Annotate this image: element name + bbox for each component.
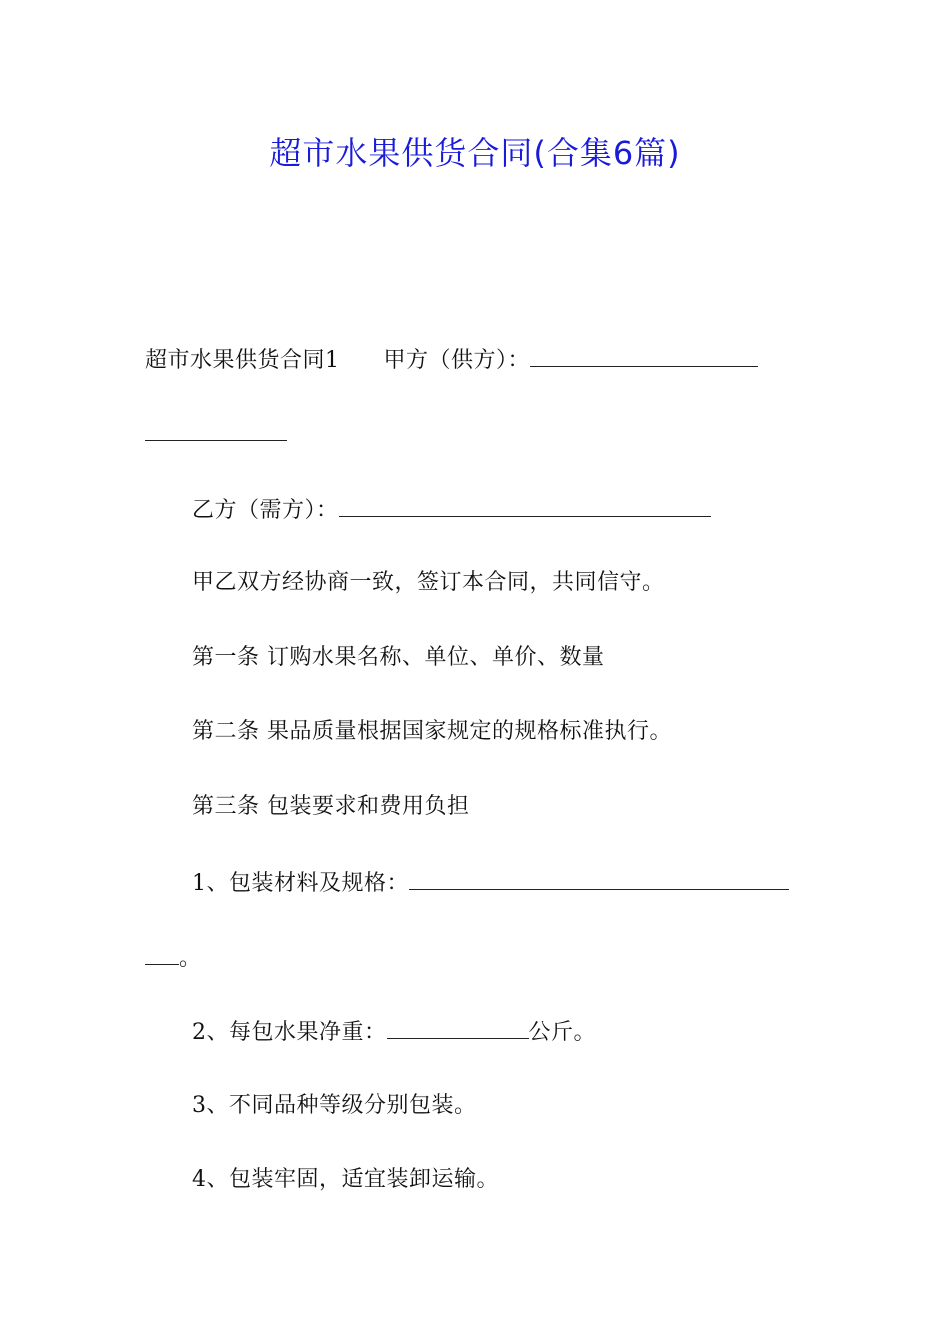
article-1: 第一条 订购水果名称、单位、单价、数量: [192, 645, 605, 670]
item-1-line: [192, 867, 789, 899]
party-b-label: 乙方（需方）：: [192, 498, 339, 523]
contract-heading: 超市水果供货合同1: [145, 348, 340, 373]
party-b-line: [192, 494, 711, 526]
item-2-blank: [387, 1016, 529, 1039]
item-1-blank-line2: [145, 942, 179, 965]
item-1-continuation: [145, 942, 202, 974]
document-title: 超市水果供货合同(合集6篇): [269, 134, 681, 172]
item-1-blank: [409, 867, 789, 890]
item-1-label: 1、包装材料及规格：: [192, 871, 409, 896]
party-b-blank: [339, 494, 711, 517]
article-3: 第三条 包装要求和费用负担: [192, 794, 470, 819]
item-2-line: [192, 1016, 596, 1048]
party-a-blank: [530, 344, 758, 367]
contract-heading-line: [145, 344, 758, 376]
item-1-end: 。: [179, 946, 202, 971]
party-a-blank-continuation: [145, 418, 287, 450]
party-a-blank-line2: [145, 418, 287, 441]
item-3: 3、不同品种等级分别包装。: [192, 1093, 477, 1118]
item-2-unit: 公斤。: [528, 1020, 597, 1045]
item-4: 4、包装牢固，适宜装卸运输。: [192, 1167, 499, 1192]
article-2: 第二条 果品质量根据国家规定的规格标准执行。: [192, 719, 672, 744]
party-a-label: 甲方（供方）：: [383, 348, 531, 373]
agreement-text: 甲乙双方经协商一致，签订本合同，共同信守。: [192, 570, 665, 595]
item-2-label: 2、每包水果净重：: [192, 1020, 387, 1045]
